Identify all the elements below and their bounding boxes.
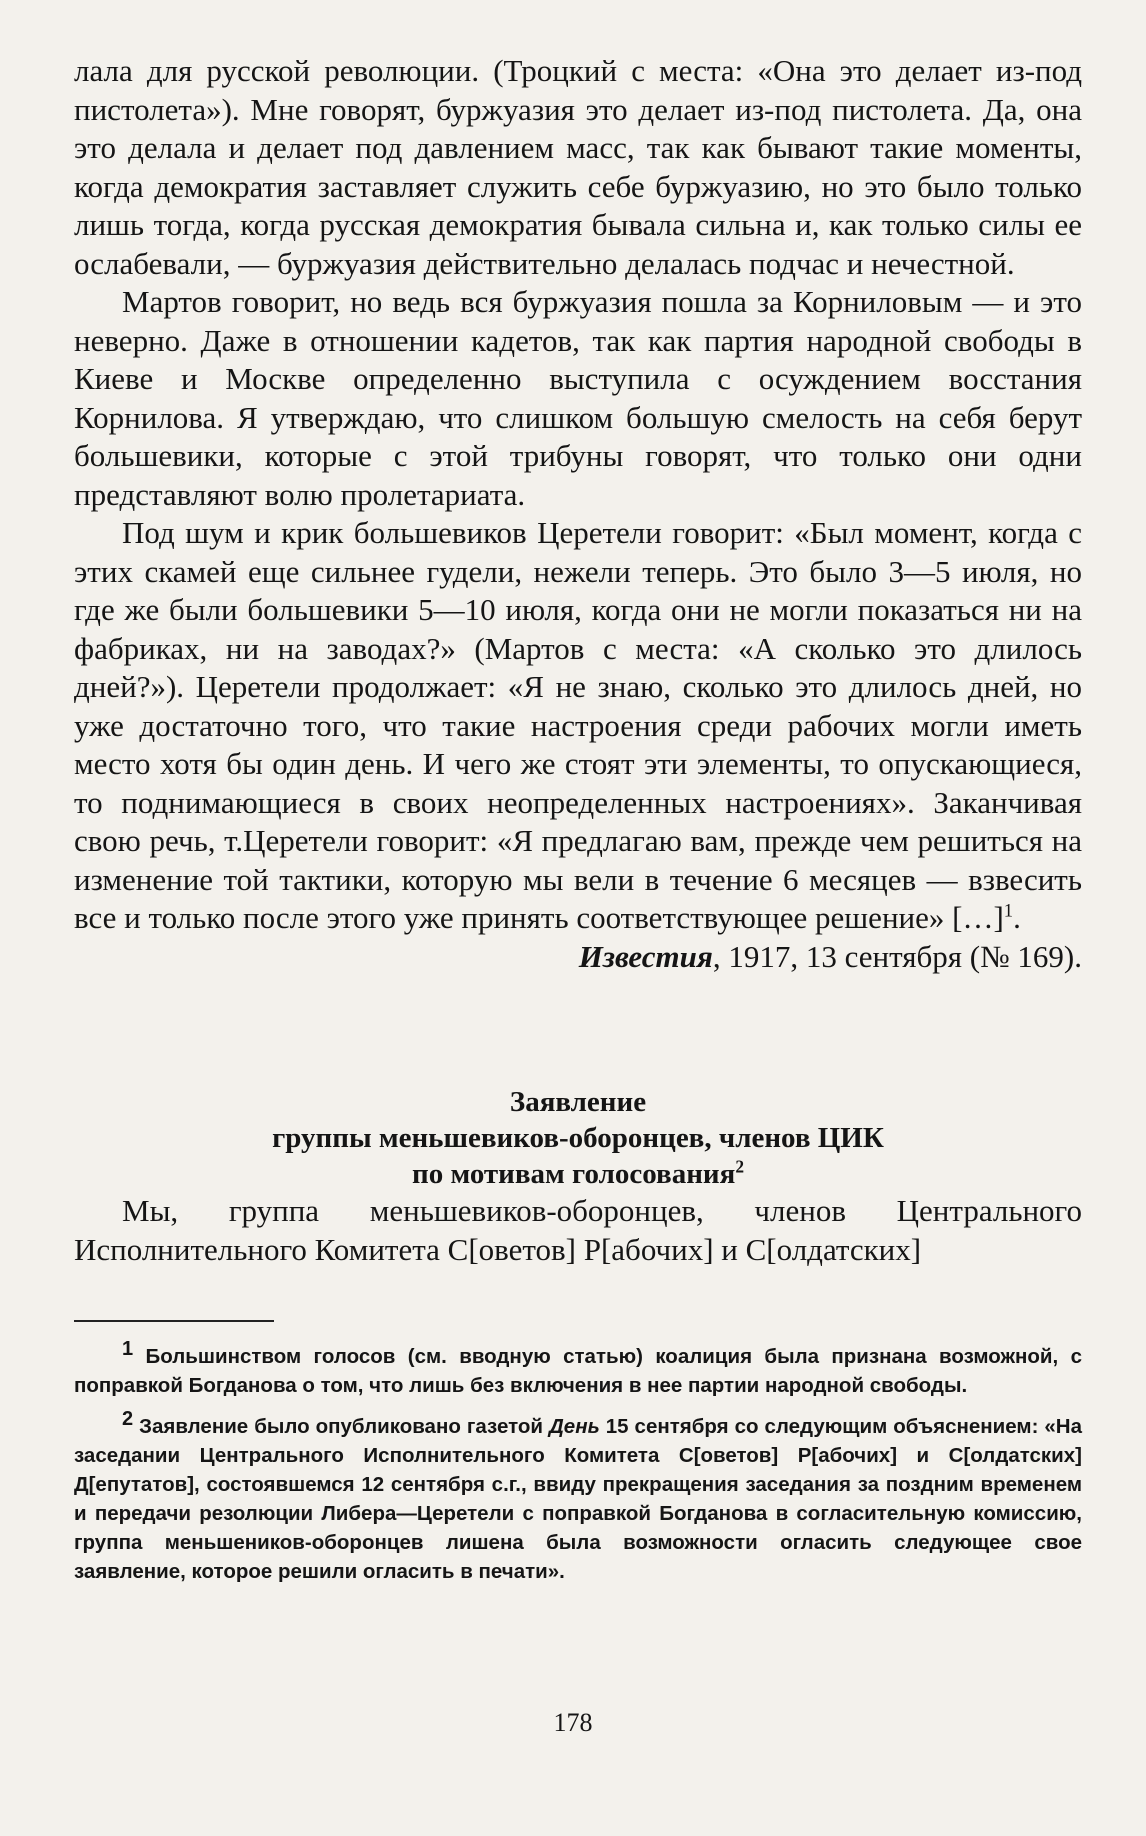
footnote-2-text-start: Заявление было опубликовано газетой [139, 1415, 549, 1438]
footnote-2-text-end: 15 сентября со следующим объяснением: «На заседании Центрального Исполнительного Комитета С[оветов] Р[абочих] и С[олдатских] Д[епутатов], состоявшемся 12 сентября с.г., ввиду прекращения заседания за поздним временем и передачи резолюции Либера—Церетели с поправкой Богданова в согласительную комиссию, группа меньшеников-оборонцев лишена была возможности огласить следующее свое заявление, которое решили огласить в печати». [74, 1415, 1082, 1583]
paragraph-3-text: Под шум и крик большевиков Церетели говорит: «Был момент, когда с этих скамей еще сильнее гудели, нежели теперь. Это было 3—5 июля, но где же были большевики 5—10 июля, когда они не могли показаться ни на фабриках, ни на заводах?» (Мартов с места: «А сколько это длилось дней?»). Церетели продолжает: «Я не знаю, сколько это длилось дней, но уже достаточно того, что такие настроения среди рабочих могли иметь место хотя бы один день. И чего же стоят эти элементы, то опускающиеся, то поднимающиеся в своих неопределенных настроениях». Заканчивая свою речь, т.Церетели говорит: «Я предлагаю вам, прежде чем решиться на изменение той тактики, которую мы вели в течение 6 месяцев — взвесить все и только после этого уже принять соответствующее решение» […] [74, 515, 1082, 935]
footnote-separator [74, 1320, 274, 1322]
paragraph-2: Мартов говорит, но ведь вся буржуазия пошла за Корниловым — и это неверно. Даже в отношении кадетов, так как партия народной свободы в Киеве и Москве определенно выступила с осуждением восстания Корнилова. Я утверждаю, что слишком большую смелость на себя берут большевики, которые с этой трибуны говорят, что только они одни представляют волю пролетариата. [74, 284, 1082, 512]
footnote-1 [74, 1338, 1082, 1400]
footnote-ref-1[interactable]: 1 [1003, 900, 1014, 922]
heading-line-1: Заявление [509, 1086, 647, 1118]
main-text [74, 52, 1082, 1269]
footnote-1-text: Большинством голосов (см. вводную статью) коалиция была признана возможной, с поправкой Богданова о том, что лишь без включения в нее партии народной свободы. [74, 1345, 1082, 1397]
source-date: , 1917, 13 сентября (№ 169). [712, 938, 1082, 974]
heading-line-2: группы меньшевиков-оборонцев, членов ЦИК [272, 1122, 884, 1154]
footnote-2 [74, 1408, 1082, 1586]
source-newspaper-title: Известия [578, 938, 713, 974]
footnotes [74, 1338, 1082, 1598]
heading-line-3 [74, 1156, 1082, 1192]
footnote-2-number: 2 [122, 1408, 134, 1431]
page-number: 178 [553, 1708, 593, 1737]
heading-line-3-text: по мотивам голосования [411, 1158, 736, 1190]
source-citation [74, 938, 1082, 977]
footnote-2-newspaper: День [548, 1415, 600, 1438]
paragraph-1: лала для русской революции. (Троцкий с места: «Она это делает из-под пистолета»). Мне говорят, буржуазия это делает из-под пистолета. Да, она это делала и делает под давлением масс, так как бывают такие моменты, когда демократия заставляет служить себе буржуазию, но это было только лишь тогда, когда русская демократия бывала сильна и, как только силы ее ослабевали, — буржуазия действительно делалась подчас и нечестной. [74, 53, 1082, 281]
statement-paragraph: Мы, группа меньшевиков-оборонцев, членов Центрального Исполнительного Комитета С[оветов] Р[абочих] и С[олдатских] [74, 1193, 1082, 1267]
footnote-ref-2[interactable]: 2 [735, 1156, 745, 1177]
paragraph-3 [74, 514, 1082, 938]
paragraph-3-period: . [1013, 900, 1021, 935]
footnote-1-number: 1 [122, 1338, 134, 1361]
document-heading [74, 1084, 1082, 1192]
